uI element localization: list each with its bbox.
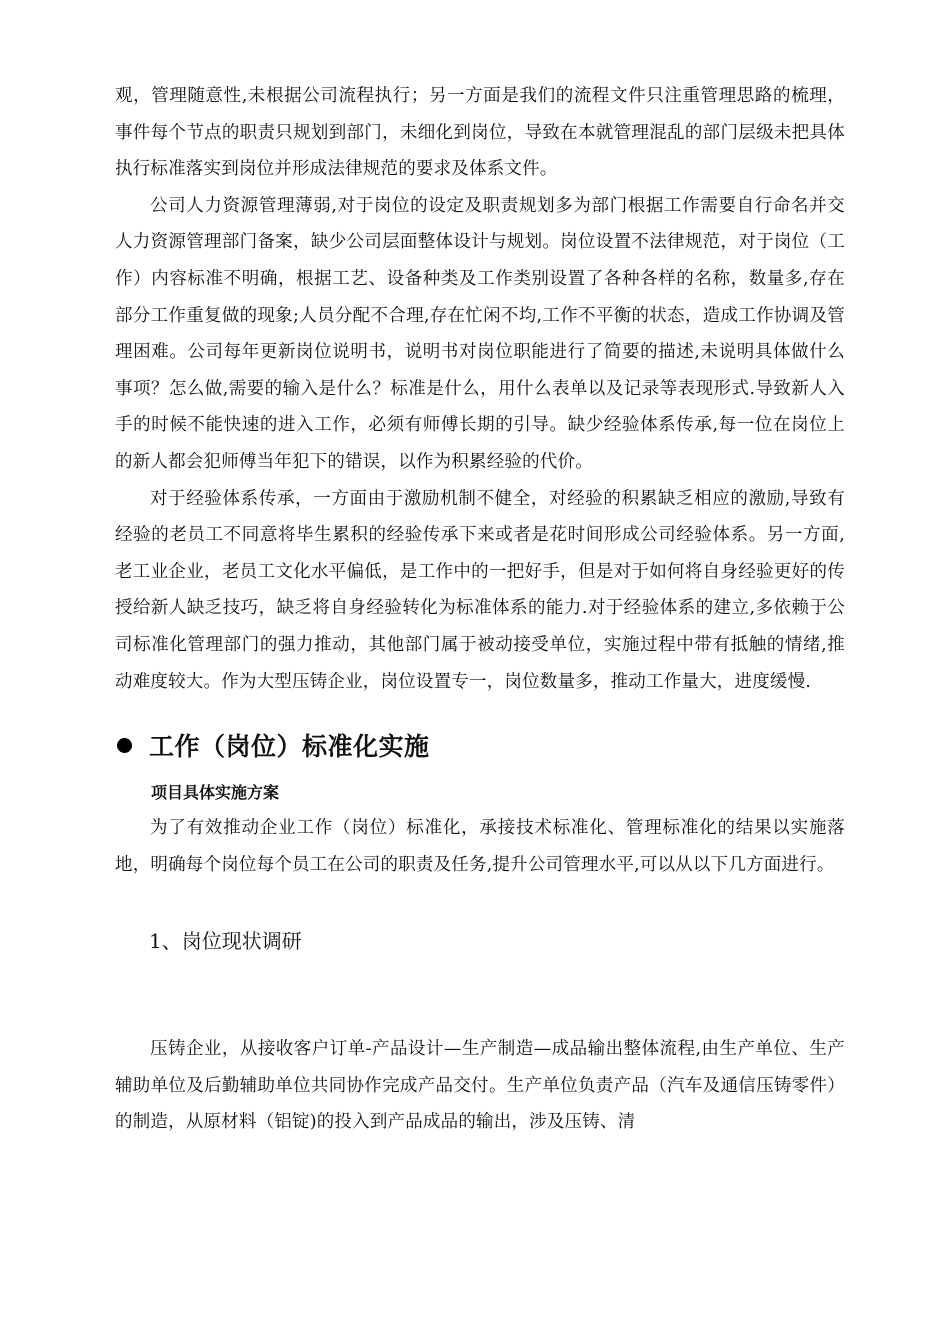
section-intro-paragraph: 为了有效推动企业工作（岗位）标准化，承接技术标准化、管理标准化的结果以实施落地，明确每个岗位每个员工在公司的职责及任务,提升公司管理水平,可以从以下几方面进行。 [115,818,845,875]
spacer [115,961,845,1031]
paragraph-bottom: 压铸企业，从接收客户订单-产品设计—生产制造—成品输出整体流程,由生产单位、生产辅助单位及后勤辅助单位共同协作完成产品交付。生产单位负责产品（汽车及通信压铸零件）的制造，从原材料（铝锭)的投入到产品成品的输出，涉及压铸、清 [115,1039,845,1133]
section-heading-text: 工作（岗位）标准化实施 [149,732,430,762]
numbered-heading: 1、岗位现状调研 [149,929,302,954]
document-page [115,78,845,1141]
paragraph-1: 观，管理随意性,未根据公司流程执行；另一方面是我们的流程文件只注重管理思路的梳理，事件每个节点的职责只规划到部门，未细化到岗位，导致在本就管理混乱的部门层级未把具体执行标准落实到岗位并形成法律规范的要求及体系文件。 [115,86,845,180]
bullet-icon [117,738,132,753]
paragraph-2: 公司人力资源管理薄弱,对于岗位的设定及职责规划多为部门根据工作需要自行命名并交人力资源管理部门备案，缺少公司层面整体设计与规划。岗位设置不法律规范，对于岗位（工作）内容标准不明确，根据工艺、设备种类及工作类别设置了各种各样的名称，数量多,存在部分工作重复做的现象;人员分配不合理,存在忙闲不均,工作不平衡的状态，造成工作协调及管理困难。公司每年更新岗位说明书，说明书对岗位职能进行了简要的描述,未说明具体做什么事项？怎么做,需要的输入是什么？标准是什么，用什么表单以及记录等表现形式.导致新人入手的时候不能快速的进入工作，必须有师傅长期的引导。缺少经验体系传承,每一位在岗位上的新人都会犯师傅当年犯下的错误，以作为积累经验的代价。 [115,195,845,472]
subheading: 项目具体实施方案 [151,783,280,803]
section-heading [115,714,845,776]
paragraph-3: 对于经验体系传承，一方面由于激励机制不健全，对经验的积累缺乏相应的激励,导致有经验的老员工不同意将毕生累积的经验传承下来或者是花时间形成公司经验体系。另一方面,老工业企业，老员工文化水平偏低，是工作中的一把好手，但是对于如何将自身经验更好的传授给新人缺乏技巧，缺乏将自身经验转化为标准体系的能力.对于经验体系的建立,多依赖于公司标准化管理部门的强力推动，其他部门属于被动接受单位，实施过程中带有抵触的情绪,推动难度较大。作为大型压铸企业，岗位设置专一，岗位数量多，推动工作量大，进度缓慢. [115,488,845,692]
